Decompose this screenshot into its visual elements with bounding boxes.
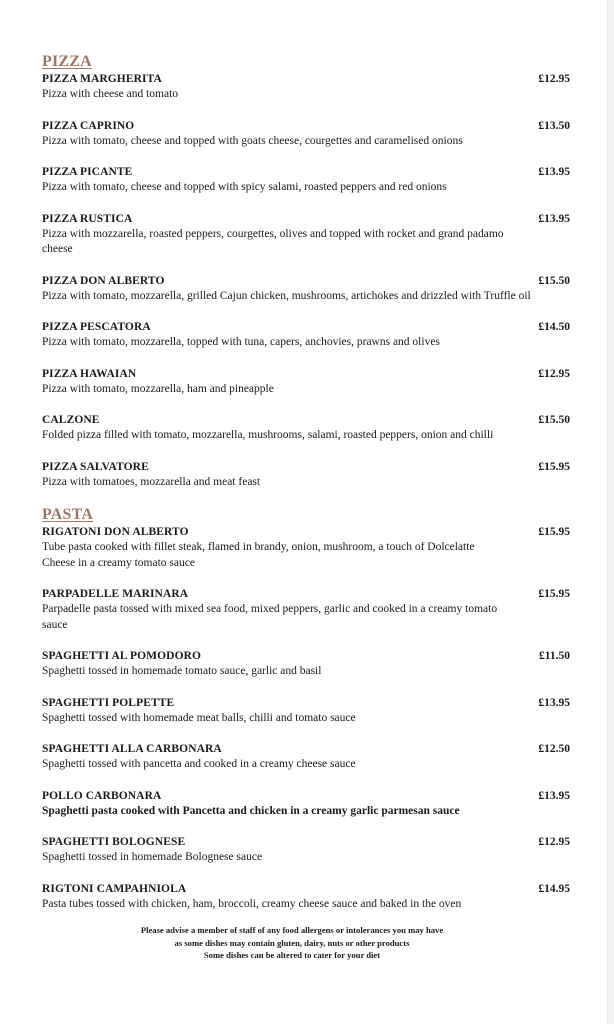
menu-item xyxy=(42,366,572,398)
item-name: POLLO CARBONARA xyxy=(42,789,162,802)
item-price: £15.95 xyxy=(538,588,570,600)
menu-item xyxy=(42,788,572,820)
item-price: £12.50 xyxy=(538,743,570,755)
notice-line: Some dishes can be altered to cater for your diet xyxy=(203,950,381,960)
item-description: Parpadelle pasta tossed with mixed sea food, mixed peppers, garlic and cooked in a creamy tomato sauce xyxy=(42,603,498,631)
item-description: Pizza with tomato, mozzarella, grilled Cajun chicken, mushrooms, artichokes and drizzled with Truffle oil xyxy=(42,289,531,302)
item-name: PIZZA DON ALBERTO xyxy=(42,274,165,287)
item-name: PIZZA PESCATORA xyxy=(42,321,151,333)
item-description: Pasta tubes tossed with chicken, ham, broccoli, creamy cheese sauce and baked in the oven xyxy=(42,897,462,910)
menu-item xyxy=(42,741,572,773)
item-name: PIZZA CAPRINO xyxy=(42,119,135,132)
item-price: £11.50 xyxy=(539,650,570,662)
item-price: £13.95 xyxy=(538,696,570,709)
menu-item xyxy=(42,412,572,444)
notice-line: as some dishes may contain gluten, dairy, nuts or other products xyxy=(174,937,410,948)
item-price: £12.95 xyxy=(538,836,570,848)
item-name: SPAGHETTI ALLA CARBONARA xyxy=(42,743,222,755)
item-price: £14.50 xyxy=(538,321,570,333)
allergen-notice xyxy=(42,924,542,962)
item-description: Spaghetti tossed with homemade meat balls, chilli and tomato sauce xyxy=(42,711,356,724)
menu-item xyxy=(42,586,572,633)
item-description: Spaghetti tossed in homemade Bolognese sauce xyxy=(42,851,263,863)
item-price: £13.50 xyxy=(538,119,570,132)
item-description: Pizza with mozzarella, roasted peppers, courgettes, olives and topped with rocket and grand padamo cheese xyxy=(42,227,504,255)
menu-item xyxy=(42,273,572,305)
section-title-pasta: PASTA xyxy=(42,506,94,523)
menu-item xyxy=(42,881,572,913)
item-description: Spaghetti tossed with pancetta and cooked in a creamy cheese sauce xyxy=(42,758,356,770)
item-name: SPAGHETTI AL POMODORO xyxy=(42,650,202,662)
item-name: PIZZA SALVATORE xyxy=(42,460,149,473)
item-price: £13.95 xyxy=(538,166,570,178)
menu-item xyxy=(42,459,572,491)
item-name: SPAGHETTI BOLOGNESE xyxy=(42,836,186,848)
item-description: Folded pizza filled with tomato, mozzarella, mushrooms, salami, roasted peppers, onion and chilli xyxy=(42,429,494,441)
item-name: PIZZA MARGHERITA xyxy=(42,73,162,85)
item-description: Pizza with cheese and tomato xyxy=(42,88,179,100)
item-description: Spaghetti tossed in homemade tomato sauce, garlic and basil xyxy=(42,665,322,677)
item-price: £14.95 xyxy=(538,882,570,895)
item-name: SPAGHETTI POLPETTE xyxy=(42,696,175,709)
item-price: £15.95 xyxy=(538,526,570,538)
page-edge xyxy=(607,0,614,1024)
item-description: Pizza with tomato, cheese and topped with goats cheese, courgettes and caramelised onions xyxy=(42,134,463,147)
item-price: £15.50 xyxy=(538,414,570,426)
item-description: Pizza with tomato, mozzarella, ham and pineapple xyxy=(42,382,274,395)
item-price: £12.95 xyxy=(538,367,570,380)
item-name: PIZZA PICANTE xyxy=(42,166,133,178)
item-name: PIZZA HAWAIAN xyxy=(42,367,137,380)
item-name: PARPADELLE MARINARA xyxy=(42,588,189,600)
menu-item xyxy=(42,164,572,196)
menu-item xyxy=(42,834,572,866)
pizza-section xyxy=(42,52,572,490)
item-price: £15.50 xyxy=(538,274,570,287)
menu-item xyxy=(42,319,572,351)
item-price: £13.95 xyxy=(538,789,570,802)
menu-item xyxy=(42,524,572,571)
menu-item xyxy=(42,211,572,258)
notice-line: Please advise a member of staff of any food allergens or intolerances you may have xyxy=(140,925,444,935)
menu-item xyxy=(42,695,572,727)
item-price: £15.95 xyxy=(538,460,570,473)
item-description: Pizza with tomatoes, mozzarella and meat feast xyxy=(42,475,261,488)
menu-item xyxy=(42,71,572,103)
item-name: CALZONE xyxy=(42,414,100,426)
item-name: RIGTONI CAMPAHNIOLA xyxy=(42,882,187,895)
menu-item xyxy=(42,648,572,680)
item-name: RIGATONI DON ALBERTO xyxy=(42,526,189,538)
pasta-section xyxy=(42,505,572,912)
item-description: Spaghetti pasta cooked with Pancetta and chicken in a creamy garlic parmesan sauce xyxy=(42,804,460,817)
item-description: Pizza with tomato, cheese and topped with spicy salami, roasted peppers and red onions xyxy=(42,181,447,193)
menu-item xyxy=(42,118,572,150)
item-price: £12.95 xyxy=(538,73,570,85)
item-name: PIZZA RUSTICA xyxy=(42,212,133,225)
item-description: Tube pasta cooked with fillet steak, flamed in brandy, onion, mushroom, a touch of Dolcelatte Cheese in a creamy tomato sauce xyxy=(42,541,475,569)
section-title-pizza: PIZZA xyxy=(42,53,92,70)
item-description: Pizza with tomato, mozzarella, topped with tuna, capers, anchovies, prawns and olives xyxy=(42,336,440,348)
item-price: £13.95 xyxy=(538,212,570,225)
menu-page xyxy=(42,52,572,962)
